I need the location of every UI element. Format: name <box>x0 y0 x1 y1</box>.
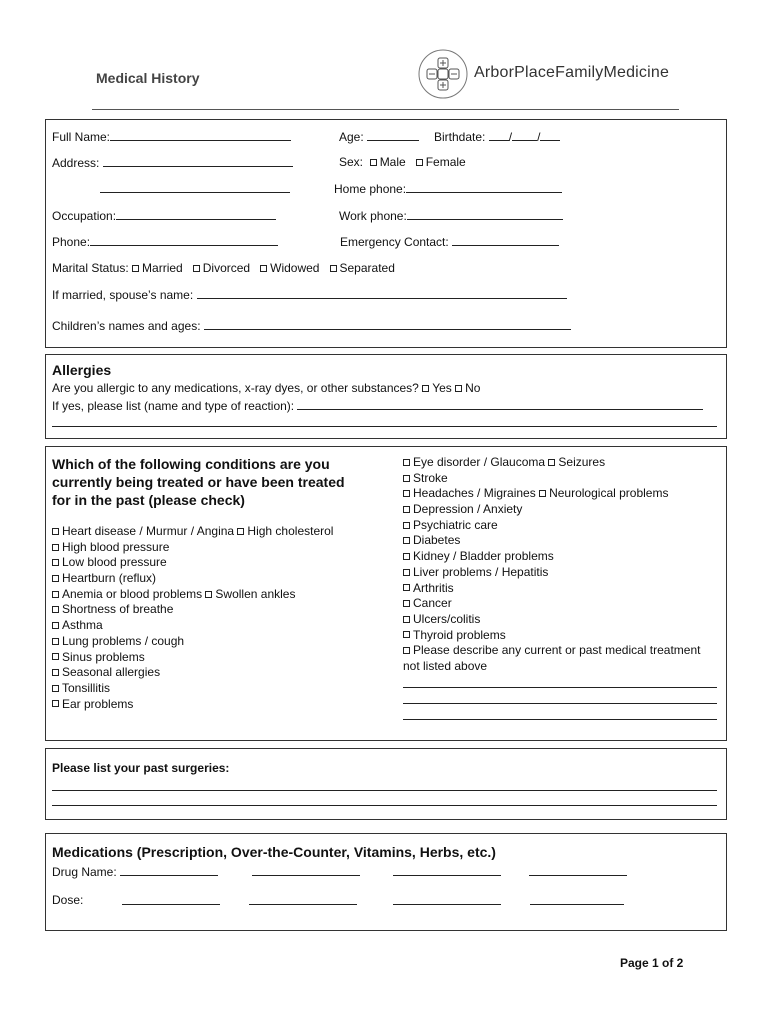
condition-checkbox[interactable] <box>548 459 555 466</box>
conditions-right-list <box>403 455 700 675</box>
condition-checkbox[interactable] <box>403 522 410 529</box>
condition-checkbox[interactable] <box>403 569 410 576</box>
condition-label: Liver problems / Hepatitis <box>413 564 549 579</box>
condition-label: Ulcers/colitis <box>413 611 481 626</box>
personal-info-section <box>45 119 727 348</box>
condition-item[interactable] <box>52 602 333 618</box>
condition-checkbox[interactable] <box>237 528 244 535</box>
condition-label: Eye disorder / Glaucoma <box>413 455 546 469</box>
condition-checkbox[interactable] <box>403 506 410 513</box>
surgeries-section <box>45 748 727 820</box>
page-number: Page 1 of 2 <box>620 956 684 970</box>
condition-item[interactable] <box>403 581 700 597</box>
condition-item[interactable] <box>52 665 333 681</box>
birthdate-label: Birthdate: <box>434 130 486 144</box>
conditions-left-list <box>52 524 333 712</box>
home-phone-field[interactable] <box>334 181 562 196</box>
condition-item[interactable] <box>52 681 333 697</box>
condition-item[interactable] <box>52 555 333 571</box>
widowed-label: Widowed <box>270 261 320 275</box>
condition-checkbox[interactable] <box>403 490 410 497</box>
condition-checkbox[interactable] <box>403 600 410 607</box>
condition-checkbox[interactable] <box>52 669 59 676</box>
condition-checkbox[interactable] <box>403 631 410 638</box>
condition-label: Cancer <box>413 596 452 611</box>
condition-checkbox[interactable] <box>52 559 59 566</box>
condition-checkbox[interactable] <box>52 528 59 535</box>
dose-row <box>52 893 83 907</box>
condition-label: Thyroid problems <box>413 627 506 642</box>
condition-item[interactable] <box>52 524 333 540</box>
drug-name-input[interactable] <box>529 864 627 876</box>
work-phone-field[interactable] <box>339 208 563 223</box>
condition-item[interactable] <box>403 533 700 549</box>
other-condition-line[interactable] <box>403 719 717 720</box>
allergy-yes-label: Yes <box>432 381 452 395</box>
female-label: Female <box>425 155 466 169</box>
drug-name-label: Drug Name: <box>52 865 117 879</box>
conditions-section <box>45 446 727 741</box>
separated-checkbox[interactable] <box>330 265 337 272</box>
divorced-checkbox[interactable] <box>193 265 200 272</box>
condition-checkbox[interactable] <box>205 591 212 598</box>
condition-item[interactable] <box>52 634 333 650</box>
conditions-title-line-3: for in the past (please check) <box>52 492 245 508</box>
condition-label: Asthma <box>62 618 103 633</box>
condition-label: Stroke <box>413 470 448 485</box>
allergy-yes-checkbox[interactable] <box>422 385 429 392</box>
condition-checkbox[interactable] <box>539 490 546 497</box>
female-checkbox[interactable] <box>416 159 423 166</box>
condition-label: Tonsillitis <box>62 680 111 695</box>
condition-checkbox[interactable] <box>403 475 410 482</box>
condition-label: Please describe any current or past medical treatment <box>413 643 701 658</box>
condition-checkbox[interactable] <box>52 622 59 629</box>
condition-item[interactable] <box>52 650 333 666</box>
condition-label: Swollen ankles <box>215 586 296 601</box>
surgery-line[interactable] <box>52 805 717 806</box>
condition-label: Heart disease / Murmur / Angina <box>62 524 235 538</box>
condition-item[interactable] <box>403 643 700 659</box>
condition-label: Neurological problems <box>549 486 669 501</box>
page-title: Medical History <box>96 70 200 86</box>
condition-checkbox[interactable] <box>52 606 59 613</box>
condition-checkbox[interactable] <box>52 544 59 551</box>
male-label: Male <box>379 155 406 169</box>
allergy-no-label: No <box>465 381 481 395</box>
condition-label: Low blood pressure <box>62 555 167 570</box>
other-condition-line[interactable] <box>403 687 717 688</box>
full-name-label: Full Name: <box>52 130 111 144</box>
condition-checkbox[interactable] <box>52 685 59 692</box>
allergies-section <box>45 354 727 439</box>
condition-checkbox[interactable] <box>403 584 410 591</box>
address-label: Address: <box>52 156 100 170</box>
drug-name-row <box>52 864 218 879</box>
allergy-list-line[interactable] <box>52 426 717 427</box>
header-divider <box>92 109 679 110</box>
dose-input[interactable] <box>122 893 220 905</box>
marital-status-label: Marital Status: <box>52 261 129 275</box>
address-field[interactable] <box>52 155 293 170</box>
married-checkbox[interactable] <box>132 265 139 272</box>
condition-label: Diabetes <box>413 533 461 548</box>
condition-item[interactable] <box>403 471 700 487</box>
condition-item[interactable] <box>403 628 700 644</box>
age-field[interactable] <box>339 129 419 144</box>
condition-checkbox[interactable] <box>52 638 59 645</box>
condition-checkbox[interactable] <box>52 653 59 660</box>
phone-field[interactable] <box>52 234 278 249</box>
children-field[interactable] <box>52 318 571 333</box>
condition-label: Lung problems / cough <box>62 633 185 648</box>
condition-item[interactable] <box>403 612 700 628</box>
emergency-contact-label: Emergency Contact: <box>340 235 449 249</box>
condition-label: Arthritis <box>413 580 454 595</box>
condition-item[interactable] <box>403 502 700 518</box>
work-phone-label: Work phone: <box>339 209 407 223</box>
condition-label: Seizures <box>558 455 606 469</box>
surgeries-title: Please list your past surgeries: <box>52 761 230 775</box>
condition-item[interactable] <box>52 571 333 587</box>
condition-label: Psychiatric care <box>413 517 498 532</box>
condition-checkbox[interactable] <box>52 700 59 707</box>
drug-name-extra-fields <box>252 864 627 879</box>
widowed-checkbox[interactable] <box>260 265 267 272</box>
condition-label: Kidney / Bladder problems <box>413 549 554 564</box>
condition-label: Seasonal allergies <box>62 665 161 680</box>
phone-label: Phone: <box>52 235 91 249</box>
condition-item[interactable] <box>52 587 333 603</box>
sex-label: Sex: <box>339 155 364 169</box>
condition-item[interactable] <box>403 549 700 565</box>
date-separator: / <box>537 130 541 144</box>
dose-input[interactable] <box>393 893 501 905</box>
condition-label: Depression / Anxiety <box>413 502 523 517</box>
surgery-line[interactable] <box>52 790 717 791</box>
conditions-title-line-1: Which of the following conditions are you <box>52 456 330 472</box>
condition-label: Ear problems <box>62 696 134 711</box>
separated-label: Separated <box>339 261 395 275</box>
dose-input[interactable] <box>249 893 357 905</box>
conditions-title-line-2: currently being treated or have been treated <box>52 474 345 490</box>
condition-item[interactable] <box>403 565 700 581</box>
condition-item[interactable] <box>52 618 333 634</box>
condition-label: Shortness of breathe <box>62 602 174 617</box>
not-listed-text: not listed above <box>403 658 488 673</box>
condition-checkbox[interactable] <box>403 537 410 544</box>
medical-cross-logo-icon <box>418 49 468 99</box>
date-separator: / <box>508 130 513 144</box>
divorced-label: Divorced <box>202 261 251 275</box>
birthdate-field[interactable] <box>434 129 560 144</box>
allergy-question-text: Are you allergic to any medications, x-ray dyes, or other substances? <box>52 381 419 395</box>
address-line-2[interactable] <box>100 181 290 196</box>
allergies-title: Allergies <box>52 362 112 378</box>
condition-label: High blood pressure <box>62 539 170 554</box>
medications-title: Medications (Prescription, Over-the-Counter, Vitamins, Herbs, etc.) <box>52 844 496 860</box>
condition-item[interactable] <box>52 540 333 556</box>
condition-checkbox[interactable] <box>403 553 410 560</box>
drug-name-input[interactable] <box>393 864 501 876</box>
condition-checkbox[interactable] <box>403 647 410 654</box>
children-label: Children’s names and ages: <box>52 319 201 333</box>
dose-fields <box>122 893 624 908</box>
condition-label: Sinus problems <box>62 649 145 664</box>
allergy-no-checkbox[interactable] <box>455 385 462 392</box>
condition-label: Headaches / Migraines <box>413 486 536 501</box>
allergy-list-label: If yes, please list (name and type of reaction): <box>52 399 295 413</box>
condition-item[interactable] <box>403 455 700 471</box>
age-label: Age: <box>339 130 364 144</box>
condition-checkbox[interactable] <box>403 616 410 623</box>
emergency-contact-field[interactable] <box>340 234 559 249</box>
condition-label: Anemia or blood problems <box>62 586 203 601</box>
allergy-question <box>52 381 480 395</box>
spouse-name-field[interactable] <box>52 287 567 302</box>
married-label: Married <box>142 261 183 275</box>
drug-name-input[interactable] <box>120 864 218 876</box>
condition-label: High cholesterol <box>247 524 334 538</box>
occupation-field[interactable] <box>52 208 276 223</box>
condition-item[interactable] <box>403 486 700 502</box>
spouse-name-label: If married, spouse’s name: <box>52 288 194 302</box>
sex-field <box>339 155 466 169</box>
full-name-field[interactable] <box>52 129 291 144</box>
condition-checkbox[interactable] <box>52 575 59 582</box>
condition-item[interactable] <box>403 518 700 534</box>
condition-item[interactable] <box>403 596 700 612</box>
medications-section <box>45 833 727 931</box>
condition-label: Heartburn (reflux) <box>62 571 157 586</box>
condition-checkbox[interactable] <box>52 591 59 598</box>
dose-label: Dose: <box>52 893 84 907</box>
home-phone-label: Home phone: <box>334 182 407 196</box>
marital-status-field <box>52 261 395 275</box>
other-condition-line[interactable] <box>403 703 717 704</box>
occupation-label: Occupation: <box>52 209 117 223</box>
logo-text: ArborPlaceFamilyMedicine <box>474 64 670 81</box>
allergy-list-field[interactable] <box>52 398 703 413</box>
condition-checkbox[interactable] <box>403 459 410 466</box>
dose-input[interactable] <box>530 893 624 905</box>
condition-item[interactable] <box>52 697 333 713</box>
male-checkbox[interactable] <box>370 159 377 166</box>
drug-name-input[interactable] <box>252 864 360 876</box>
